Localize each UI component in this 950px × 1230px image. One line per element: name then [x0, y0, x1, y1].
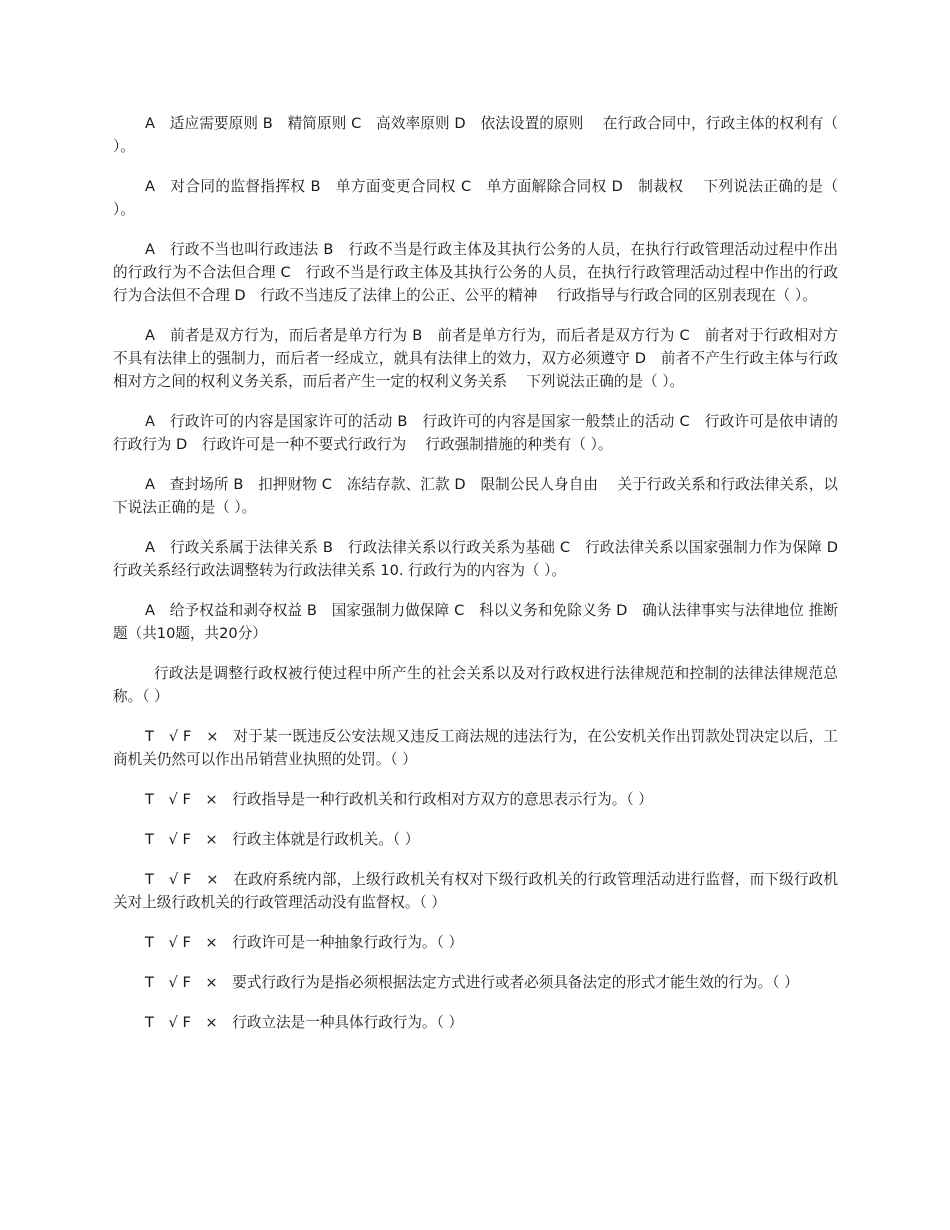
- question-options-paragraph: A 对合同的监督指挥权 B 单方面变更合同权 C 单方面解除合同权 D 制裁权 下列说法正确的是（ ）。: [113, 178, 838, 218]
- question-options-paragraph: A 行政关系属于法律关系 B 行政法律关系以行政关系为基础 C 行政法律关系以国家强制力作为保障 D 行政关系经行政法调整转为行政法律关系 10. 行政行为的内容为（ ）。: [113, 539, 853, 579]
- true-false-question: T √ F × 行政许可是一种抽象行政行为。（ ）: [145, 934, 464, 951]
- true-false-question: T √ F × 行政指导是一种行政机关和行政相对方双方的意思表示行为。（ ）: [145, 791, 653, 808]
- question-options-paragraph: A 行政不当也叫行政违法 B 行政不当是行政主体及其执行公务的人员，在执行行政管理活动过程中作出的行政行为不合法但合理 C 行政不当是行政主体及其执行公务的人员，在执行行政管理活动过程中作出的行政行为合法但不合理 D 行政不当违反了法律上的公正、公平的精神 行政指导与行政合同的区别表现在（ ）。: [113, 241, 838, 304]
- document-body: [113, 112, 853, 1051]
- true-false-question: T √ F × 行政主体就是行政机关。（ ）: [145, 831, 420, 848]
- true-false-question: T √ F × 对于某一既违反公安法规又违反工商法规的违法行为，在公安机关作出罚款处罚决定以后，工商机关仍然可以作出吊销营业执照的处罚。（ ）: [113, 728, 838, 768]
- true-false-question: T √ F × 在政府系统内部，上级行政机关有权对下级行政机关的行政管理活动进行监督，而下级行政机关对上级行政机关的行政管理活动没有监督权。（ ）: [113, 871, 838, 911]
- question-options-paragraph: A 给予权益和剥夺权益 B 国家强制力做保障 C 科以义务和免除义务 D 确认法律事实与法律地位 推断题（共10题，共20分）: [113, 602, 838, 642]
- question-options-paragraph: A 前者是双方行为，而后者是单方行为 B 前者是单方行为，而后者是双方行为 C 前者对于行政相对方不具有法律上的强制力，而后者一经成立，就具有法律上的效力，双方必须遵守 D 前者不产生行政主体与行政相对方之间的权利义务关系，而后者产生一定的权利义务关系 下列说法正确的是（ ）。: [113, 327, 838, 390]
- question-options-paragraph: A 查封场所 B 扣押财物 C 冻结存款、汇款 D 限制公民人身自由 关于行政关系和行政法律关系，以下说法正确的是（ ）。: [113, 476, 838, 516]
- question-options-paragraph: A 行政许可的内容是国家许可的活动 B 行政许可的内容是国家一般禁止的活动 C 行政许可是依申请的行政行为 D 行政许可是一种不要式行政行为 行政强制措施的种类有（ ）。: [113, 413, 838, 453]
- true-false-question: T √ F × 行政立法是一种具体行政行为。（ ）: [145, 1014, 464, 1031]
- true-false-question: 行政法是调整行政权被行使过程中所产生的社会关系以及对行政权进行法律规范和控制的法律法律规范总称。（ ）: [113, 665, 838, 705]
- question-options-paragraph: A 适应需要原则 B 精简原则 C 高效率原则 D 依法设置的原则 在行政合同中，行政主体的权利有（ ）。: [113, 115, 838, 155]
- true-false-question: T √ F × 要式行政行为是指必须根据法定方式进行或者必须具备法定的形式才能生效的行为。（ ）: [145, 974, 799, 991]
